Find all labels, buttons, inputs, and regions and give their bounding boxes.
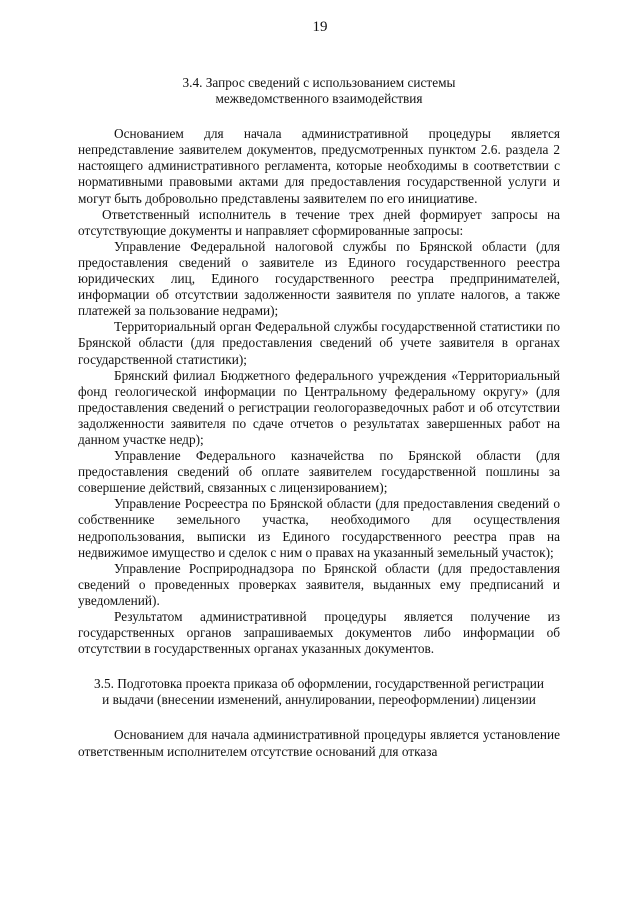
section-3-4-title-line2: межведомственного взаимодействия [215,91,423,107]
paragraph-statistics: Территориальный орган Федеральной службы государственной статистики по Брянской области (для предоставления сведений об учете заявителя в органах государственной статистики); [78,319,560,367]
paragraph-basis: Основанием для начала административной процедуры является непредставление заявителем документов, предусмотренных пунктом 2.6. раздела 2 настоящего административного регламента, которые необходимы в соответствии с нормативными правовыми актами для предоставления государственной услуги и могут быть добровольно представлены заявителем по его инициативе. [78,126,560,206]
section-3-5-heading [78,676,560,708]
section-3-5-title-line2: и выдачи (внесении изменений, аннулировании, переоформлении) лицензии [102,692,536,708]
section-3-4-title-line1: 3.4. Запрос сведений с использованием системы [182,75,456,90]
paragraph-geology-fund: Брянский филиал Бюджетного федерального учреждения «Территориальный фонд геологической информации по Центральному федеральному округу» (для предоставления сведений о регистрации геологоразведочных работ и об отсутствии задолженности заявителя по сдаче отчетов о результатах завершенных работ на данном участке недр); [78,367,560,447]
paragraph-rosreestr: Управление Росреестра по Брянской области (для предоставления сведений о собственнике земельного участка, необходимого для осуществления недропользования, выписки из Единого государственного реестра прав на недвижимое имущество и сделок с ним о правах на указанный земельный участок); [78,496,560,560]
page-content [78,75,560,760]
section-3-5-title-line1: 3.5. Подготовка проекта приказа об оформлении, государственной регистрации [93,676,545,692]
paragraph-tax-service: Управление Федеральной налоговой службы по Брянской области (для предоставления сведений о заявителе из Единого государственного реестра юридических лиц, Единого государственного реестра предпринимателей, информации об отсутствии задолженности заявителя по уплате налогов, а также платежей за пользование недрами); [78,238,560,319]
paragraph-requests: Ответственный исполнитель в течение трех дней формирует запросы на отсутствующие документы и направляет сформированные запросы: [78,206,560,238]
paragraph-result: Результатом административной процедуры является получение из государственных органов запрашиваемых документов либо информации об отсутствии в государственных органах указанных документов. [78,609,560,657]
paragraph-3-5-basis: Основанием для начала административной процедуры является установление ответственным исполнителем отсутствие оснований для отказа [78,727,560,759]
section-3-4-heading [78,75,560,107]
paragraph-rosprirodnadzor: Управление Росприроднадзора по Брянской области (для предоставления сведений о проведенных проверках заявителя, выданных ему предписаний и уведомлений). [78,560,560,608]
paragraph-treasury: Управление Федерального казначейства по Брянской области (для предоставления сведений об оплате заявителем государственной пошлины за совершение действий, связанных с лицензированием); [78,448,560,496]
page-number: 19 [312,19,328,35]
